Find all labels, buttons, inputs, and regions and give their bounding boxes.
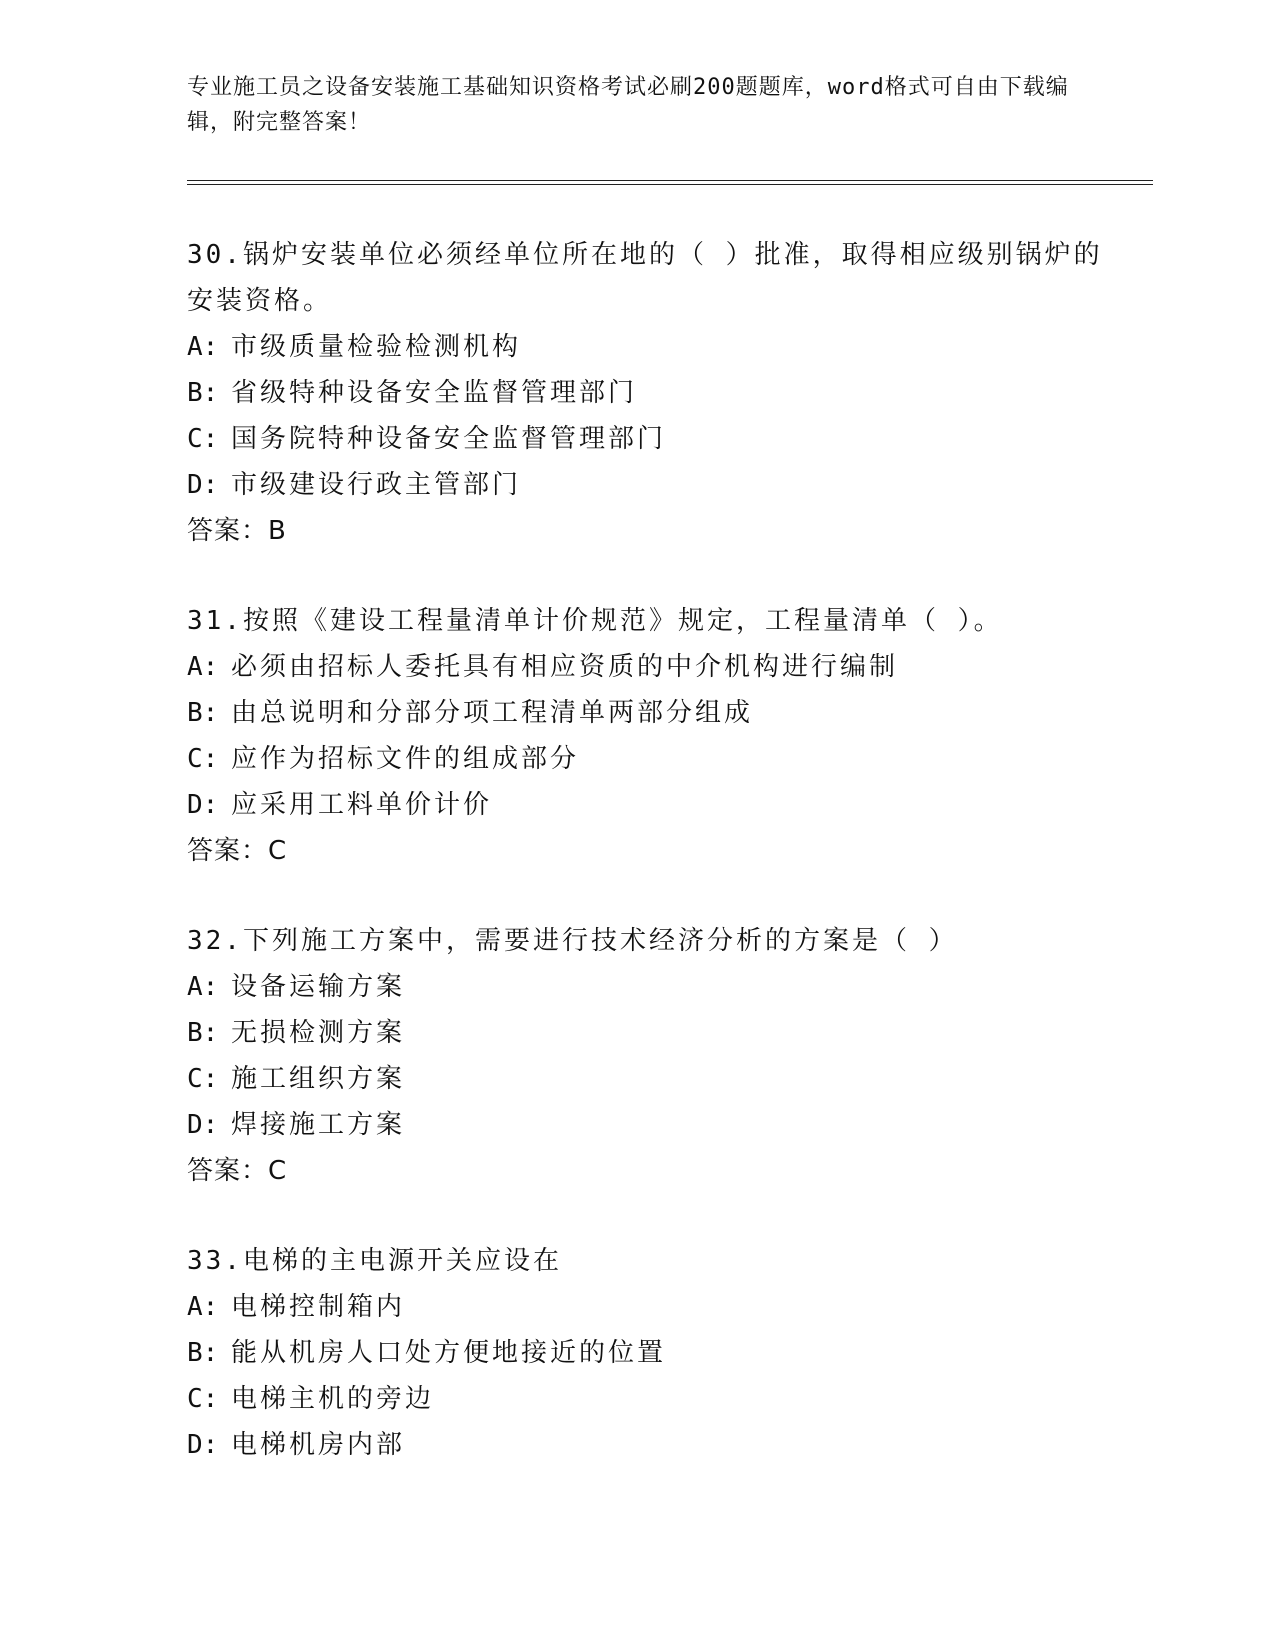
option-c xyxy=(187,416,1107,462)
option-d xyxy=(187,462,1107,508)
option-text: 焊接施工方案 xyxy=(231,1110,406,1140)
answer-label: 答案： xyxy=(187,516,269,546)
question-stem: 33.电梯的主电源开关应设在 xyxy=(187,1246,562,1276)
document-title: 专业施工员之设备安装施工基础知识资格考试必刷200题题库，word格式可自由下载编辑，附完整答案！ xyxy=(187,75,1069,135)
answer-value: C xyxy=(268,836,287,866)
option-letter: C: xyxy=(187,744,219,774)
option-letter: D: xyxy=(187,1110,219,1140)
question-30 xyxy=(187,232,1107,554)
option-letter: A: xyxy=(187,1292,219,1322)
option-a xyxy=(187,644,1107,690)
option-letter: D: xyxy=(187,1430,219,1460)
question-33 xyxy=(187,1238,1107,1468)
option-letter: A: xyxy=(187,332,219,362)
option-b xyxy=(187,370,1107,416)
option-c xyxy=(187,1376,1107,1422)
option-text: 省级特种设备安全监督管理部门 xyxy=(231,378,638,408)
answer-value: B xyxy=(268,516,286,546)
option-letter: C: xyxy=(187,424,219,454)
answer-line xyxy=(187,508,1107,554)
option-c xyxy=(187,1056,1107,1102)
question-stem: 30.锅炉安装单位必须经单位所在地的（ ）批准，取得相应级别锅炉的安装资格。 xyxy=(187,240,1103,316)
question-31 xyxy=(187,598,1107,874)
option-text: 市级建设行政主管部门 xyxy=(231,470,522,500)
option-letter: C: xyxy=(187,1384,219,1414)
option-letter: A: xyxy=(187,972,219,1002)
option-text: 应作为招标文件的组成部分 xyxy=(231,744,580,774)
option-c xyxy=(187,736,1107,782)
option-letter: B: xyxy=(187,378,219,408)
option-b xyxy=(187,1010,1107,1056)
answer-label: 答案： xyxy=(187,836,269,866)
option-text: 电梯机房内部 xyxy=(231,1430,406,1460)
option-text: 电梯控制箱内 xyxy=(231,1292,406,1322)
option-a xyxy=(187,964,1107,1010)
option-letter: B: xyxy=(187,1018,219,1048)
question-stem: 31.按照《建设工程量清单计价规范》规定，工程量清单（ ）。 xyxy=(187,606,1003,636)
header-divider-bottom xyxy=(187,184,1153,185)
option-a xyxy=(187,1284,1107,1330)
question-stem: 32.下列施工方案中，需要进行技术经济分析的方案是（ ） xyxy=(187,926,958,956)
option-text: 无损检测方案 xyxy=(231,1018,406,1048)
option-text: 设备运输方案 xyxy=(231,972,406,1002)
option-text: 由总说明和分部分项工程清单两部分组成 xyxy=(231,698,754,728)
answer-line xyxy=(187,828,1107,874)
answer-label: 答案： xyxy=(187,1156,269,1186)
option-letter: B: xyxy=(187,698,219,728)
option-letter: D: xyxy=(187,790,219,820)
option-d xyxy=(187,1422,1107,1468)
option-text: 施工组织方案 xyxy=(231,1064,406,1094)
option-d xyxy=(187,782,1107,828)
answer-value: C xyxy=(268,1156,287,1186)
option-text: 市级质量检验检测机构 xyxy=(231,332,522,362)
document-header xyxy=(187,70,1087,140)
question-32 xyxy=(187,918,1107,1194)
option-b xyxy=(187,690,1107,736)
option-letter: C: xyxy=(187,1064,219,1094)
answer-line xyxy=(187,1148,1107,1194)
option-d xyxy=(187,1102,1107,1148)
header-divider-top xyxy=(187,180,1153,181)
question-list xyxy=(187,232,1107,1512)
option-letter: A: xyxy=(187,652,219,682)
option-a xyxy=(187,324,1107,370)
option-text: 应采用工料单价计价 xyxy=(231,790,493,820)
option-text: 电梯主机的旁边 xyxy=(231,1384,435,1414)
option-b xyxy=(187,1330,1107,1376)
option-text: 能从机房人口处方便地接近的位置 xyxy=(231,1338,667,1368)
option-text: 国务院特种设备安全监督管理部门 xyxy=(231,424,667,454)
option-letter: B: xyxy=(187,1338,219,1368)
option-text: 必须由招标人委托具有相应资质的中介机构进行编制 xyxy=(231,652,899,682)
option-letter: D: xyxy=(187,470,219,500)
